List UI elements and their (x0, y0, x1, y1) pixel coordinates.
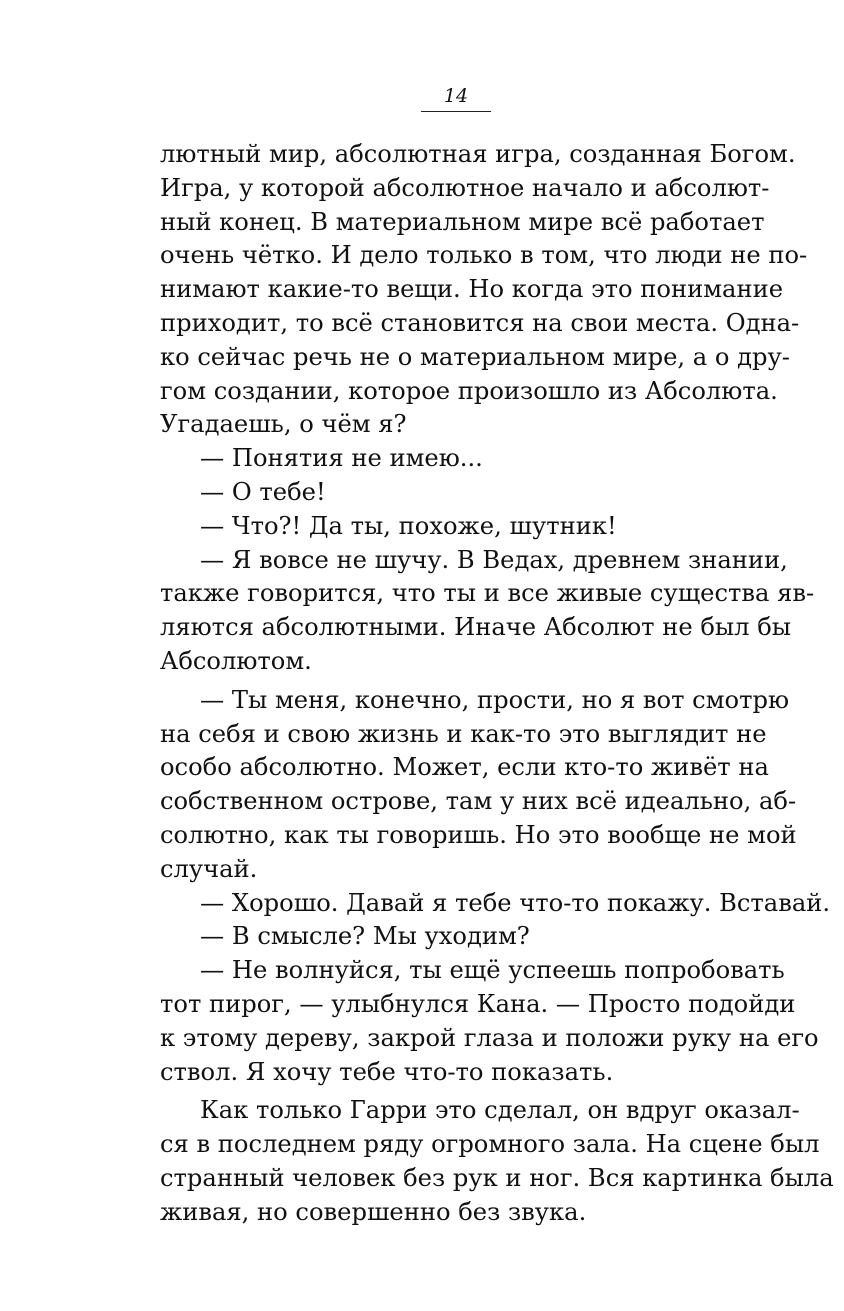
text-line: на себя и свою жизнь и как-то это выглядит не (160, 719, 767, 748)
text-line: приходит, то всё становится на свои места. Одна- (160, 308, 800, 337)
dialogue-line: — Что?! Да ты, похоже, шутник! (200, 511, 617, 540)
dialogue-line: — Понятия не имею... (200, 444, 483, 473)
dialogue-line: — Я вовсе не шучу. В Ведах, древнем знании, (200, 545, 788, 574)
text-line: ко сейчас речь не о материальном мире, а о дру- (160, 342, 790, 371)
page-number-rule (421, 111, 491, 112)
text-line: Игра, у которой абсолютное начало и абсолют- (160, 173, 770, 202)
text-line: тот пирог, — улыбнулся Кана. — Просто подойди (160, 989, 796, 1018)
text-line: особо абсолютно. Может, если кто-то живёт на (160, 753, 769, 782)
dialogue-line: — Хорошо. Давай я тебе что-то покажу. Вставай. (200, 888, 831, 917)
text-line: гом создании, которое произошло из Абсолюта. (160, 376, 778, 405)
dialogue-line: — Ты меня, конечно, прости, но я вот смотрю (200, 685, 790, 714)
text-line: ный конец. В материальном мире всё работает (160, 207, 765, 236)
text-line: странный человек без рук и ног. Вся картинка была (160, 1163, 834, 1192)
dialogue-line: — О тебе! (200, 477, 326, 506)
text-line: Угадаешь, о чём я? (160, 410, 407, 439)
text-line: ствол. Я хочу тебе что-то показать. (160, 1057, 614, 1086)
text-line: нимают какие-то вещи. Но когда это понимание (160, 275, 784, 304)
text-line: собственном острове, там у них всё идеально, аб- (160, 787, 797, 816)
dialogue-line: — Не волнуйся, ты ещё успеешь попробовать (200, 956, 785, 985)
text-line: лютный мир, абсолютная игра, созданная Богом. (160, 140, 796, 168)
text-line: Абсолютом. (160, 646, 312, 675)
text-line: ляются абсолютными. Иначе Абсолют не был бы (160, 613, 792, 642)
text-line: случай. (160, 854, 258, 883)
text-line: ся в последнем ряду огромного зала. На сцене был (160, 1130, 820, 1159)
text-line: к этому дереву, закрой глаза и положи руку на его (160, 1023, 819, 1052)
text-line: очень чётко. И дело только в том, что люди не по- (160, 241, 808, 270)
text-line: Как только Гарри это сделал, он вдруг оказал- (200, 1096, 800, 1125)
dialogue-line: — В смысле? Мы уходим? (200, 922, 530, 951)
text-line: также говорится, что ты и все живые существа яв- (160, 579, 815, 608)
text-line: живая, но совершенно без звука. (160, 1197, 587, 1226)
page-number: 14 (443, 85, 469, 107)
text-line: солютно, как ты говоришь. Но это вообще не мой (160, 820, 797, 849)
body-text (160, 138, 834, 1230)
